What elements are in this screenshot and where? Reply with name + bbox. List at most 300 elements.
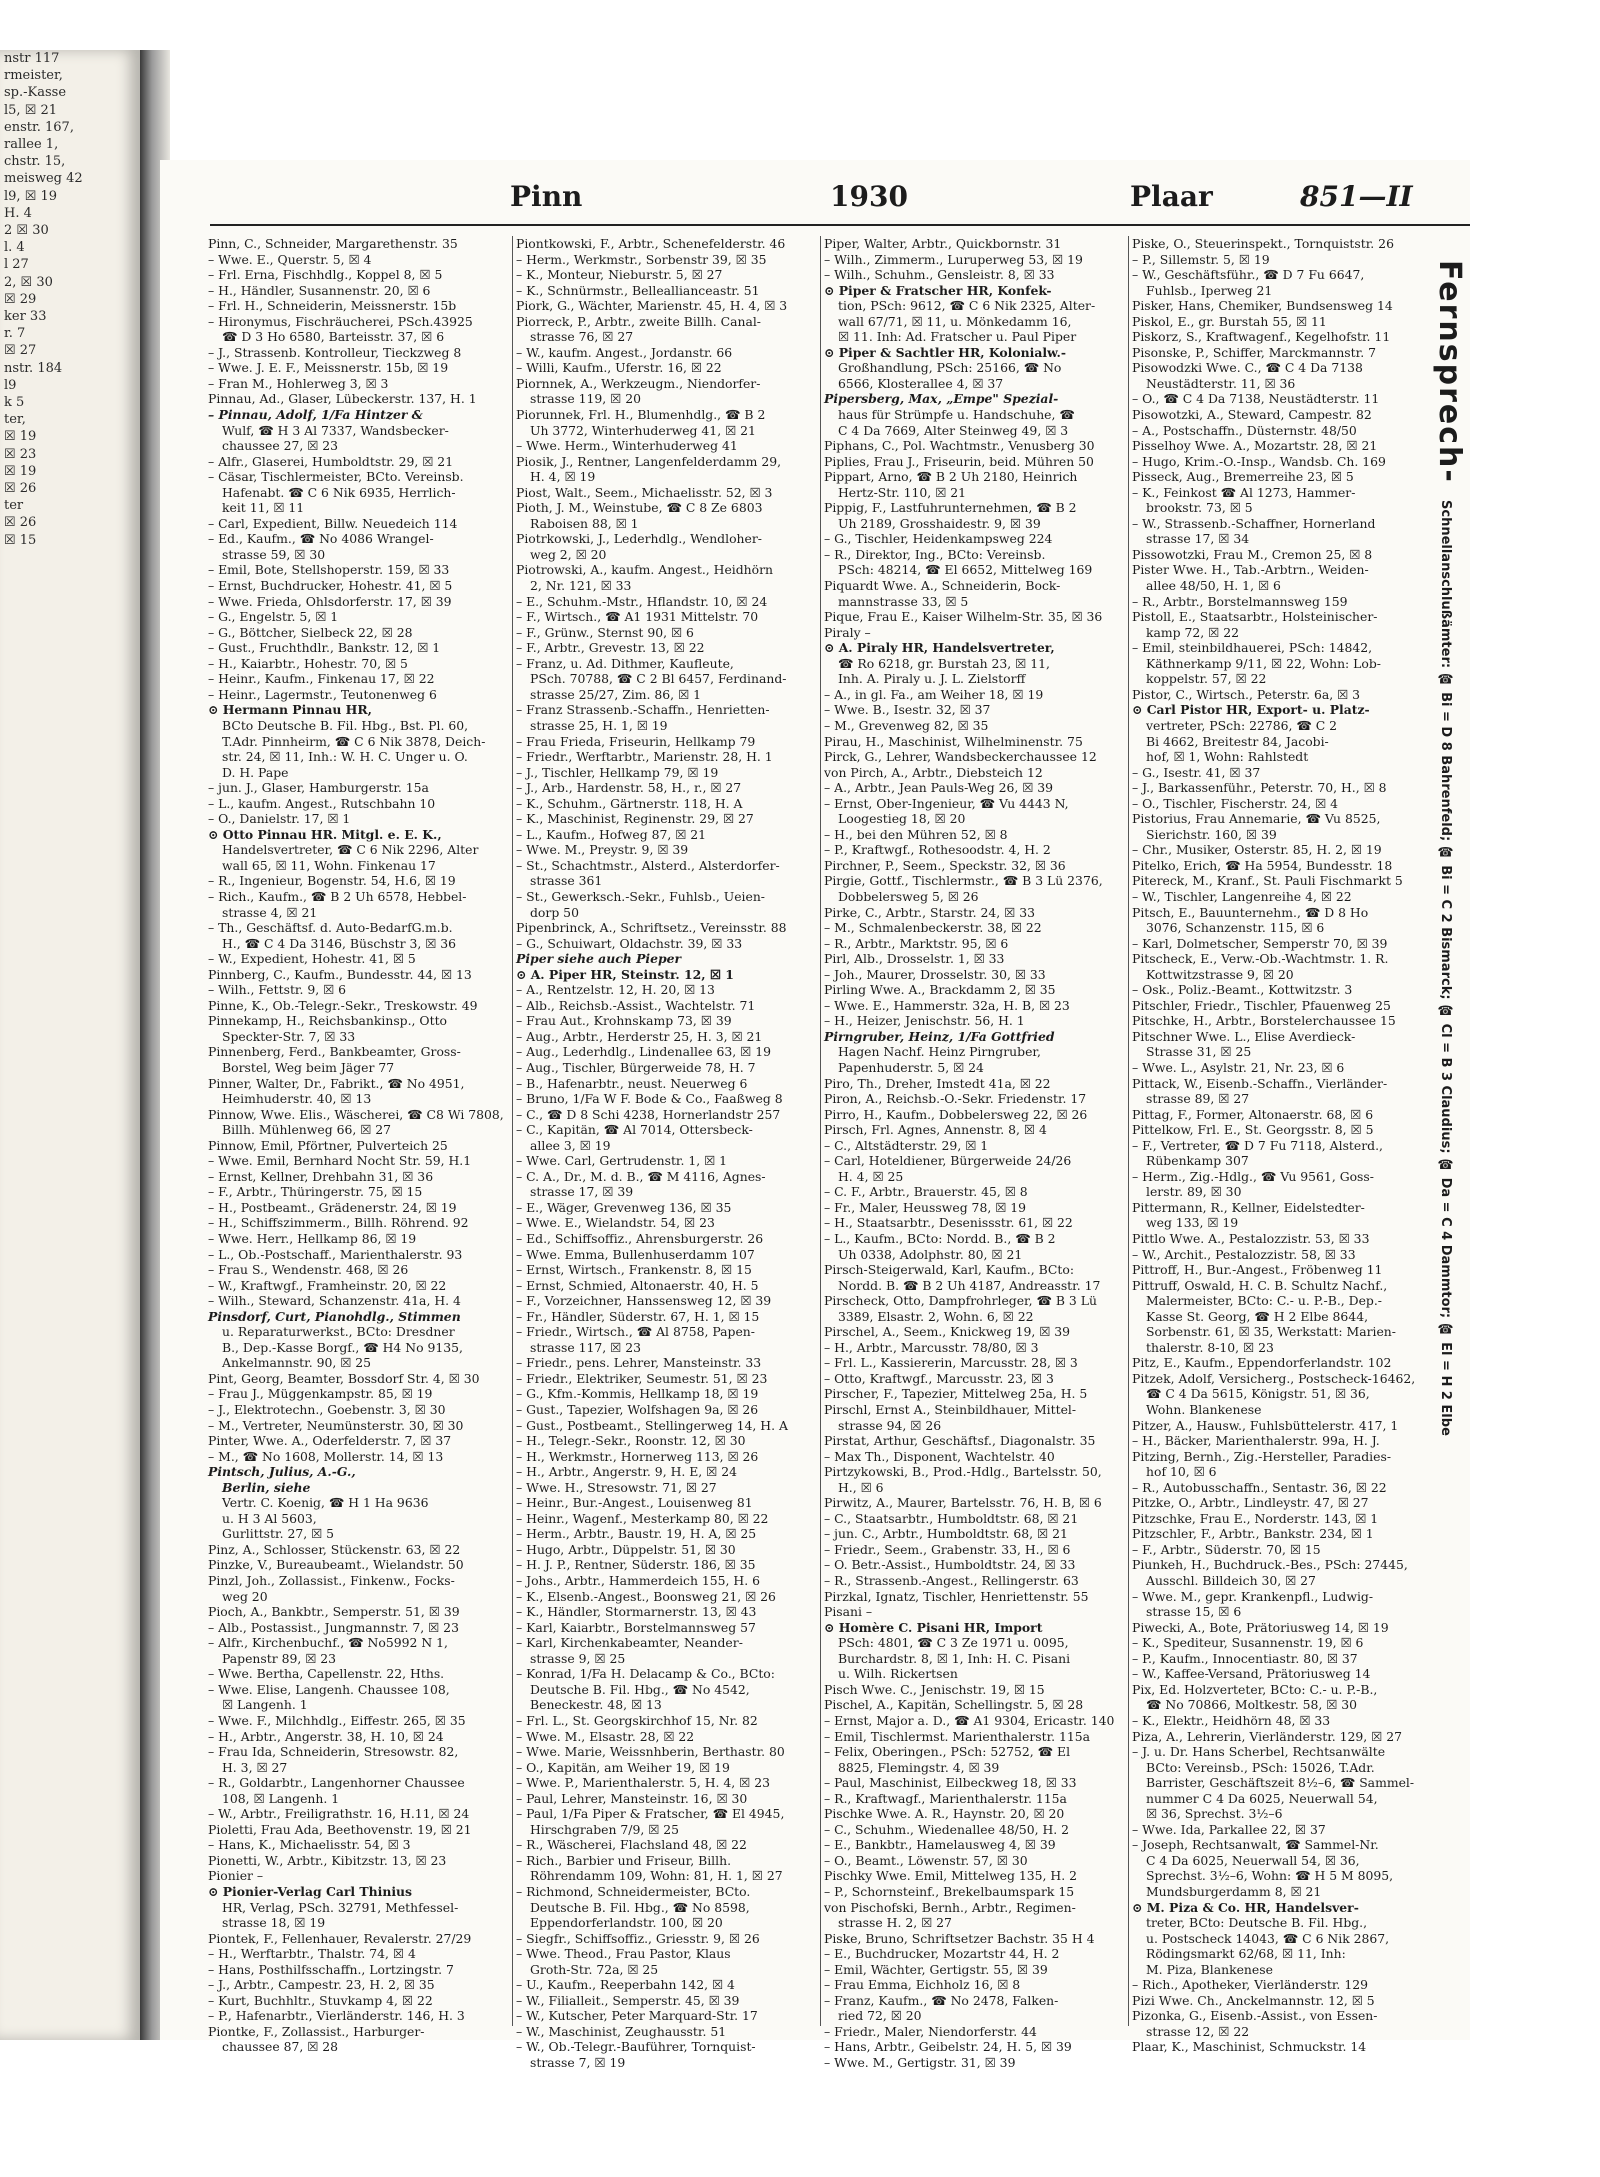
directory-entry-line: – J., Elektrotechn., Goebenstr. 3, ☒ 30 xyxy=(208,1402,446,1418)
directory-entry-line: Pister Wwe. H., Tab.-Arbtrn., Weiden- xyxy=(1132,562,1369,578)
directory-entry-line: Pionetti, W., Arbtr., Kibitzstr. 13, ☒ 23 xyxy=(208,1852,447,1868)
directory-entry-line: – E., Wäger, Grevenweg 136, ☒ 35 xyxy=(516,1199,732,1215)
directory-entry-line: – Aug., Lederhdlg., Lindenallee 63, ☒ 19 xyxy=(516,1044,771,1060)
directory-entry-line: Loogestieg 18, ☒ 20 xyxy=(838,811,966,827)
directory-entry-line: strasse 94, ☒ 26 xyxy=(838,1417,942,1433)
directory-entry-line: Pirscher, F., Tapezier, Mittelweg 25a, H. 5 xyxy=(824,1386,1088,1402)
directory-entry-line: von Pirch, A., Arbtr., Diebsteich 12 xyxy=(824,764,1043,780)
directory-entry-line: Nordd. B. ☎ B 2 Uh 4187, Andreasstr. 17 xyxy=(838,1277,1101,1293)
directory-entry-line: Pinnekamp, H., Reichsbankinsp., Otto xyxy=(208,1013,448,1029)
directory-entry-line: – Alb., Postassist., Jungmannstr. 7, ☒ 23 xyxy=(208,1619,459,1635)
left-page-fragment: ☒ 26 xyxy=(4,481,37,497)
column-divider xyxy=(512,236,513,2026)
directory-entry-line: – Alfr., Glaserei, Humboldtstr. 29, ☒ 21 xyxy=(208,453,454,469)
directory-entry-line: – W., Kaffee-Versand, Prätoriusweg 14 xyxy=(1132,1666,1371,1682)
directory-entry-line: u. H 3 Al 5603, xyxy=(222,1510,317,1526)
directory-entry-line: – H., Telegr.-Sekr., Roonstr. 12, ☒ 30 xyxy=(516,1433,746,1449)
directory-entry-line: – C. A., Dr., M. d. B., ☎ M 4116, Agnes- xyxy=(516,1168,766,1184)
directory-entry-line: Piontke, F., Zollassist., Harburger- xyxy=(208,2023,425,2039)
directory-entry-line: Barrister, Geschäftszeit 8½–6, ☎ Sammel- xyxy=(1146,1775,1415,1791)
directory-entry-line: – K., Elektr., Heidhörn 48, ☒ 33 xyxy=(1132,1712,1331,1728)
directory-entry-line: – Hans, K., Michaelisstr. 54, ☒ 3 xyxy=(208,1837,411,1853)
directory-page xyxy=(160,160,1470,2070)
directory-entry-line: – Rich., Barbier und Friseur, Billh. xyxy=(516,1852,732,1868)
directory-entry-line: B., Dep.-Kasse Borgf., ☎ H4 No 9135, xyxy=(222,1339,463,1355)
directory-entry-line: strasse 76, ☒ 27 xyxy=(530,329,634,345)
directory-entry-line: – J., Tischler, Hellkamp 79, ☒ 19 xyxy=(516,764,719,780)
directory-entry-line: Eppendorferlandstr. 100, ☒ 20 xyxy=(530,1915,723,1931)
directory-entry-line: – L., kaufm. Angest., Rutschbahn 10 xyxy=(208,795,436,811)
directory-entry-line: – W., Maschinist, Zeughausstr. 51 xyxy=(516,2023,727,2039)
directory-entry-line: PSch. 70788, ☎ C 2 Bl 6457, Ferdinand- xyxy=(530,671,787,687)
directory-entry-line: – Max Th., Disponent, Wachtelstr. 40 xyxy=(824,1448,1055,1464)
directory-entry-line: – Wwe. Frieda, Ohlsdorferstr. 17, ☒ 39 xyxy=(208,593,452,609)
directory-entry-line: – L., Ob.-Postschaff., Marienthalerstr. 93 xyxy=(208,1246,463,1262)
directory-entry-line: – H. J. P., Rentner, Süderstr. 186, ☒ 35 xyxy=(516,1557,756,1573)
directory-entry-line: Uh 2189, Grosshaidestr. 9, ☒ 39 xyxy=(838,515,1041,531)
directory-entry-line: – Frau Aut., Krohnskamp 73, ☒ 39 xyxy=(516,1013,732,1029)
directory-entry-line: – Ernst, Schmied, Altonaerstr. 40, H. 5 xyxy=(516,1277,759,1293)
directory-entry-line: mannstrasse 33, ☒ 5 xyxy=(838,593,969,609)
directory-entry-line: Pirschl, Ernst A., Steinbildhauer, Mittel- xyxy=(824,1402,1077,1418)
directory-entry-line: – L., Kaufm., Hofweg 87, ☒ 21 xyxy=(516,826,707,842)
directory-entry-line: – Ernst, Major a. D., ☎ A1 9304, Ericastr. 140 xyxy=(824,1712,1115,1728)
directory-entry-line: – Wwe. M., Gertigstr. 31, ☒ 39 xyxy=(824,2054,1016,2070)
directory-entry-line: haus für Strümpfe u. Handschuhe, ☎ xyxy=(838,407,1075,423)
directory-entry-line: H., ☒ 6 xyxy=(838,1479,884,1495)
directory-entry-line: Käthnerkamp 9/11, ☒ 22, Wohn: Lob- xyxy=(1146,655,1381,671)
directory-entry-line: Pinzl, Joh., Zollassist., Finkenw., Focks- xyxy=(208,1573,455,1589)
directory-entry-line: – Richmond, Schneidermeister, BCto. xyxy=(516,1883,751,1899)
directory-entry-line: ☎ C 4 Da 5615, Königstr. 51, ☒ 36, xyxy=(1146,1386,1370,1402)
directory-entry-line: T.Adr. Pinnheirm, ☎ C 6 Nik 3878, Deich- xyxy=(222,733,486,749)
directory-entry-line: HR, Verlag, PSch. 32791, Methfessel- xyxy=(222,1899,459,1915)
directory-entry-line: – Wwe. Herm., Winterhuderweg 41 xyxy=(516,438,738,454)
directory-entry-line: D. H. Pape xyxy=(222,764,289,780)
directory-entry-line: – Wwe. P., Marienthalerstr. 5, H. 4, ☒ 23 xyxy=(516,1775,770,1791)
directory-entry-line: strasse 361 xyxy=(530,873,603,889)
directory-entry-line: – F., Arbtr., Thüringerstr. 75, ☒ 15 xyxy=(208,1184,423,1200)
directory-entry-line: 2, Nr. 121, ☒ 33 xyxy=(530,578,632,594)
directory-entry-line: C 4 Da 7669, Alter Steinweg 49, ☒ 3 xyxy=(838,422,1069,438)
directory-entry-line: Bi 4662, Breitestr 84, Jacobi- xyxy=(1146,733,1329,749)
directory-entry-line: – Wwe. Emil, Bernhard Nocht Str. 59, H.1 xyxy=(208,1153,472,1169)
directory-entry-line: chaussee 87, ☒ 28 xyxy=(222,2039,339,2055)
directory-entry-line: Pizi Wwe. Ch., Anckelmannstr. 12, ☒ 5 xyxy=(1132,1992,1375,2008)
directory-entry-line: Pittermann, R., Kellner, Eidelstedter- xyxy=(1132,1199,1365,1215)
column-divider xyxy=(1128,236,1129,2026)
directory-entry-line: koppelstr. 57, ☒ 22 xyxy=(1146,671,1267,687)
directory-entry-line: – O., Kapitän, am Weiher 19, ☒ 19 xyxy=(516,1759,730,1775)
directory-entry-line: Pirling Wwe. A., Brackdamm 2, ☒ 35 xyxy=(824,982,1056,998)
directory-entry-line: – O., Beamt., Löwenstr. 57, ☒ 30 xyxy=(824,1852,1028,1868)
directory-entry-line: ☒ Langenh. 1 xyxy=(222,1697,308,1713)
directory-entry-line: – Wwe. Carl, Gertrudenstr. 1, ☒ 1 xyxy=(516,1153,728,1169)
directory-entry-line: – F., Vertreter, ☎ D 7 Fu 7118, Alsterd., xyxy=(1132,1137,1383,1153)
directory-entry-line: Plaar, K., Maschinist, Schmuckstr. 14 xyxy=(1132,2039,1367,2055)
directory-entry-line: Pipersberg, Max, „Empe" Spezial- xyxy=(824,391,1059,407)
directory-entry-line: – G., Böttcher, Sielbeck 22, ☒ 28 xyxy=(208,624,413,640)
directory-entry-line: – Wwe. M., gepr. Krankenpfl., Ludwig- xyxy=(1132,1588,1374,1604)
directory-entry-line: Pitzschke, Frau E., Norderstr. 143, ☒ 1 xyxy=(1132,1510,1379,1526)
directory-entry-line: Piske, O., Steuerinspekt., Tornquiststr. 26 xyxy=(1132,236,1394,251)
directory-entry-line: – Wilh., Zimmerm., Luruperweg 53, ☒ 19 xyxy=(824,251,1083,267)
left-page-fragment: l 27 xyxy=(4,257,29,273)
directory-entry-line: – H., Händler, Susannenstr. 20, ☒ 6 xyxy=(208,282,431,298)
directory-entry-line: – Wwe. H., Stresowstr. 71, ☒ 27 xyxy=(516,1479,717,1495)
directory-entry-line: – E., Buchdrucker, Mozartstr 44, H. 2 xyxy=(824,1946,1060,1962)
directory-entry-line: allee 3, ☒ 19 xyxy=(530,1137,611,1153)
directory-entry-line: – Fr., Maler, Heussweg 78, ☒ 19 xyxy=(824,1199,1027,1215)
directory-entry-line: Inh. A. Piraly u. J. L. Zielstorff xyxy=(838,671,1026,687)
directory-entry-line: Pitz, E., Kaufm., Eppendorferlandstr. 102 xyxy=(1132,1355,1392,1371)
directory-entry-line: – R., Kraftwagf., Marienthalerstr. 115a xyxy=(824,1790,1067,1806)
directory-entry-line: strasse 4, ☒ 21 xyxy=(222,904,318,920)
directory-entry-line: – Wilh., Fettstr. 9, ☒ 6 xyxy=(208,982,347,998)
directory-entry-line: ⊙ A. Piper HR, Steinstr. 12, ☒ 1 xyxy=(516,966,734,982)
directory-entry-line: PSch: 4801, ☎ C 3 Ze 1971 u. 0095, xyxy=(838,1635,1069,1651)
directory-entry-line: weg 2, ☒ 20 xyxy=(530,546,607,562)
header-left-word: Pinn xyxy=(510,180,583,213)
directory-entry-line: Pisonske, P., Schiffer, Marckmannstr. 7 xyxy=(1132,344,1376,360)
directory-entry-line: – W., Expedient, Hohestr. 41, ☒ 5 xyxy=(208,951,416,967)
directory-entry-line: – Friedr., pens. Lehrer, Mansteinstr. 33 xyxy=(516,1355,762,1371)
directory-entry-line: – Friedr., Werftarbtr., Marienstr. 28, H. 1 xyxy=(516,749,773,765)
directory-entry-line: – W., Arbtr., Freiligrathstr. 16, H.11, ☒ 24 xyxy=(208,1806,470,1822)
directory-entry-line: hof 10, ☒ 6 xyxy=(1146,1464,1217,1480)
directory-entry-line: Raboisen 88, ☒ 1 xyxy=(530,515,639,531)
left-page-edge xyxy=(0,50,146,2040)
directory-entry-line: Pirzkal, Ignatz, Tischler, Henriettenstr. 55 xyxy=(824,1588,1089,1604)
directory-entry-line: – Carl, Expedient, Billw. Neuedeich 114 xyxy=(208,515,458,531)
directory-entry-line: – E., Schuhm.-Mstr., Hflandstr. 10, ☒ 24 xyxy=(516,593,768,609)
directory-entry-line: – Heinr., Wagenf., Mesterkamp 80, ☒ 22 xyxy=(516,1510,769,1526)
left-page-fragment: ter xyxy=(4,498,24,514)
directory-entry-line: – Hironymus, Fischräucherei, PSch.43925 xyxy=(208,313,473,329)
left-page-fragment: ☒ 23 xyxy=(4,446,37,462)
directory-entry-line: Pinnenberg, Ferd., Bankbeamter, Gross- xyxy=(208,1044,461,1060)
directory-entry-line: – Hans, Arbtr., Geibelstr. 24, H. 5, ☒ 39 xyxy=(824,2039,1072,2055)
directory-entry-line: ☒ 36, Sprechst. 3½–6 xyxy=(1146,1806,1283,1822)
directory-entry-line: wall 67/71, ☒ 11, u. Mönkedamm 16, xyxy=(838,313,1072,329)
directory-entry-line: Hafenabt. ☎ C 6 Nik 6935, Herrlich- xyxy=(222,484,456,500)
directory-entry-line: – W., kaufm. Angest., Jordanstr. 66 xyxy=(516,344,733,360)
directory-entry-line: – Joh., Maurer, Drosselstr. 30, ☒ 33 xyxy=(824,966,1046,982)
directory-entry-line: Strasse 31, ☒ 25 xyxy=(1146,1044,1252,1060)
directory-entry-line: – Friedr., Seem., Grabenstr. 33, H., ☒ 6 xyxy=(824,1541,1071,1557)
directory-entry-line: – H., Postbeamt., Grädenerstr. 24, ☒ 19 xyxy=(208,1199,457,1215)
directory-entry-line: Kottwitzstrasse 9, ☒ 20 xyxy=(1146,966,1294,982)
directory-entry-line: Pitsch, E., Bauunternehm., ☎ D 8 Ho xyxy=(1132,904,1369,920)
directory-entry-line: – Cäsar, Tischlermeister, BCto. Vereinsb. xyxy=(208,469,464,485)
directory-entry-line: Hertz-Str. 110, ☒ 21 xyxy=(838,484,967,500)
directory-entry-line: Berlin, siehe xyxy=(222,1479,311,1495)
directory-entry-line: Pittroff, H., Bur.-Angest., Fröbenweg 11 xyxy=(1132,1262,1383,1278)
directory-entry-line: – G., Isestr. 41, ☒ 37 xyxy=(1132,764,1261,780)
directory-entry-line: – H., Arbtr., Angerstr. 9, H. E, ☒ 24 xyxy=(516,1464,737,1480)
header-right-word: Plaar xyxy=(1130,180,1213,213)
directory-entry-line: BCto Deutsche B. Fil. Hbg., Bst. Pl. 60, xyxy=(222,717,469,733)
directory-entry-line: – J., Barkassenführ., Peterstr. 70, H., ☒ 8 xyxy=(1132,780,1387,796)
directory-entry-line: u. Postscheck 14043, ☎ C 6 Nik 2867, xyxy=(1146,1930,1390,1946)
directory-entry-line: – Frau Emma, Eichholz 16, ☒ 8 xyxy=(824,1977,1021,1993)
directory-entry-line: keit 11, ☒ 11 xyxy=(222,500,305,516)
side-strip xyxy=(1430,260,1470,1660)
directory-entry-line: brookstr. 73, ☒ 5 xyxy=(1146,500,1253,516)
directory-entry-line: Vertr. C. Koenig, ☎ H 1 Ha 9636 xyxy=(222,1495,429,1511)
directory-entry-line: Pirstat, Arthur, Geschäftsf., Diagonalstr. 35 xyxy=(824,1433,1096,1449)
directory-entry-line: Pirl, Alb., Drosselstr. 1, ☒ 33 xyxy=(824,951,1005,967)
left-page-fragment: l. 4 xyxy=(4,240,25,256)
directory-entry-line: – Wilh., Steward, Schanzenstr. 41a, H. 4 xyxy=(208,1293,461,1309)
directory-entry-line: Pizonka, G., Eisenb.-Assist., von Essen- xyxy=(1132,2008,1378,2024)
directory-entry-line: Pitzer, A., Hausw., Fuhlsbüttelerstr. 417, 1 xyxy=(1132,1417,1399,1433)
directory-entry-line: Piotrkowski, J., Lederhdlg., Wendloher- xyxy=(516,531,762,547)
directory-entry-line: Piotrowski, A., kaufm. Angest., Heidhörn xyxy=(516,562,774,578)
directory-entry-line: – K., Feinkost ☎ Al 1273, Hammer- xyxy=(1132,484,1356,500)
directory-entry-line: strasse 15, ☒ 6 xyxy=(1146,1604,1242,1620)
directory-entry-line: – M., Schmalenbeckerstr. 38, ☒ 22 xyxy=(824,920,1042,936)
directory-entry-line: Pirschel, A., Seem., Knickweg 19, ☒ 39 xyxy=(824,1324,1071,1340)
directory-entry-line: ☎ Ro 6218, gr. Burstah 23, ☒ 11, xyxy=(838,655,1050,671)
directory-entry-line: Pinnow, Emil, Pförtner, Pulverteich 25 xyxy=(208,1137,448,1153)
directory-entry-line: – H., Werkmstr., Hornerweg 113, ☒ 26 xyxy=(516,1448,759,1464)
directory-entry-line: Papenhuderstr. 5, ☒ 24 xyxy=(838,1059,984,1075)
directory-entry-line: str. 24, ☒ 11, Inh.: W. H. C. Unger u. O. xyxy=(222,749,468,765)
directory-entry-line: Piost, Walt., Seem., Michaelisstr. 52, ☒ 3 xyxy=(516,484,773,500)
directory-entry-line: Piper, Walter, Arbtr., Quickbornstr. 31 xyxy=(824,236,1062,251)
left-page-fragment: ter, xyxy=(4,412,26,428)
directory-entry-line: – F., Vorzeichner, Hanssensweg 12, ☒ 39 xyxy=(516,1293,772,1309)
directory-entry-line: vertreter, PSch: 22786, ☎ C 2 xyxy=(1146,717,1338,733)
directory-entry-line: – C., Schuhm., Wiedenallee 48/50, H. 2 xyxy=(824,1821,1070,1837)
directory-entry-line: Pirscheck, Otto, Dampfrohrleger, ☎ B 3 Lü xyxy=(824,1293,1097,1309)
directory-entry-line: Billh. Mühlenweg 66, ☒ 27 xyxy=(222,1122,392,1138)
directory-entry-line: Uh 3772, Winterhuderweg 41, ☒ 21 xyxy=(530,422,756,438)
directory-entry-line: – C., ☎ D 8 Schi 4238, Hornerlandstr 257 xyxy=(516,1106,781,1122)
directory-entry-line: – G., Engelstr. 5, ☒ 1 xyxy=(208,609,339,625)
directory-entry-line: Piquardt Wwe. A., Schneiderin, Bock- xyxy=(824,578,1061,594)
left-page-fragment: meisweg 42 xyxy=(4,171,83,187)
directory-entry-line: – Frau J., Müggenkampstr. 85, ☒ 19 xyxy=(208,1386,433,1402)
directory-entry-line: Deutsche B. Fil. Hbg., ☎ No 4542, xyxy=(530,1681,750,1697)
directory-entry-line: chaussee 27, ☒ 23 xyxy=(222,438,339,454)
directory-entry-line: strasse 7, ☒ 19 xyxy=(530,2054,626,2070)
directory-entry-line: – Emil, Wächter, Gertigstr. 55, ☒ 39 xyxy=(824,1961,1048,1977)
left-page-fragment: k 5 xyxy=(4,395,25,411)
directory-entry-line: wall 65, ☒ 11, Wohn. Finkenau 17 xyxy=(222,857,436,873)
directory-entry-line: Pirro, H., Kaufm., Dobbelersweg 22, ☒ 26 xyxy=(824,1106,1088,1122)
directory-entry-line: – Fran M., Hohlerweg 3, ☒ 3 xyxy=(208,375,389,391)
directory-entry-line: Pinner, Walter, Dr., Fabrikt., ☎ No 4951, xyxy=(208,1075,465,1091)
directory-entry-line: – Carl, Hoteldiener, Bürgerweide 24/26 xyxy=(824,1153,1072,1169)
directory-entry-line: – Hugo, Arbtr., Düppelstr. 51, ☒ 30 xyxy=(516,1541,736,1557)
directory-entry-line: – H., Heizer, Jenischstr. 56, H. 1 xyxy=(824,1013,1025,1029)
directory-entry-line: Pistorius, Frau Annemarie, ☎ Vu 8525, xyxy=(1132,811,1381,827)
directory-entry-line: – Wwe. Elise, Langenh. Chaussee 108, xyxy=(208,1681,450,1697)
directory-entry-line: – Wwe. E., Hammerstr. 32a, H. B, ☒ 23 xyxy=(824,997,1070,1013)
directory-entry-line: – R., Strassenb.-Angest., Rellingerstr. 63 xyxy=(824,1573,1079,1589)
directory-entry-line: ☎ D 3 Ho 6580, Barteisstr. 37, ☒ 6 xyxy=(222,329,445,345)
directory-entry-line: – L., Kaufm., BCto: Nordd. B., ☎ B 2 xyxy=(824,1231,1056,1246)
directory-entry-line: Pioch, A., Bankbtr., Semperstr. 51, ☒ 39 xyxy=(208,1604,460,1620)
directory-entry-line: – Aug., Arbtr., Herderstr 25, H. 3, ☒ 21 xyxy=(516,1028,763,1044)
directory-entry-line: nummer C 4 Da 6025, Neuerwall 54, xyxy=(1146,1790,1378,1806)
directory-entry-line: – Emil, Tischlermst. Marienthalerstr. 115a xyxy=(824,1728,1091,1744)
directory-entry-line: Pinn, C., Schneider, Margarethenstr. 35 xyxy=(208,236,458,251)
directory-entry-line: Piorunnek, Frl. H., Blumenhdlg., ☎ B 2 xyxy=(516,407,766,423)
directory-entry-line: – H., bei den Mühren 52, ☒ 8 xyxy=(824,826,1008,842)
directory-entry-line: Pisselhoy Wwe. A., Mozartstr. 28, ☒ 21 xyxy=(1132,438,1378,454)
directory-entry-line: – Joseph, Rechtsanwalt, ☎ Sammel-Nr. xyxy=(1132,1837,1379,1853)
directory-entry-line: – Franz Strassenb.-Schaffn., Henrietten- xyxy=(516,702,770,718)
directory-entry-line: – Bruno, 1/Fa W F. Bode & Co., Faaßweg 8 xyxy=(516,1091,783,1107)
directory-entry-line: – M., Grevenweg 82, ☒ 35 xyxy=(824,717,989,733)
directory-entry-line: – W., Ob.-Telegr.-Bauführer, Tornquist- xyxy=(516,2039,756,2055)
directory-entry-line: – W., Tischler, Langenreihe 4, ☒ 22 xyxy=(1132,888,1352,904)
directory-entry-line: – H., Schiffszimmerm., Billh. Röhrend. 92 xyxy=(208,1215,469,1231)
directory-entry-line: Pinsdorf, Curt, Pianohdlg., Stimmen xyxy=(208,1308,461,1324)
directory-entry-line: ⊙ Carl Pistor HR, Export- u. Platz- xyxy=(1132,702,1370,718)
directory-entry-line: strasse 119, ☒ 20 xyxy=(530,391,641,407)
directory-entry-line: – Siegfr., Schiffsoffiz., Griesstr. 9, ☒ 26 xyxy=(516,1930,760,1946)
directory-entry-line: – A., in gl. Fa., am Weiher 18, ☒ 19 xyxy=(824,686,1044,702)
directory-entry-line: weg 133, ☒ 19 xyxy=(1146,1215,1239,1231)
directory-entry-line: – R., Goldarbtr., Langenhorner Chaussee xyxy=(208,1775,465,1791)
directory-entry-line: – Wwe. E., Querstr. 5, ☒ 4 xyxy=(208,251,372,267)
directory-entry-line: – K., Schnürmstr., Belleallianceastr. 51 xyxy=(516,282,760,298)
directory-entry-line: Pioletti, Frau Ada, Beethovenstr. 19, ☒ 21 xyxy=(208,1821,472,1837)
directory-entry-line: – C., Kapitän, ☎ Al 7014, Ottersbeck- xyxy=(516,1122,753,1138)
directory-entry-line: – Emil, Bote, Stellshoperstr. 159, ☒ 33 xyxy=(208,562,450,578)
directory-entry-line: – J., Strassenb. Kontrolleur, Tieckzweg 8 xyxy=(208,344,462,360)
directory-entry-line: Piro, Th., Dreher, Imstedt 41a, ☒ 22 xyxy=(824,1075,1051,1091)
directory-entry-line: – K., Spediteur, Susannenstr. 19, ☒ 6 xyxy=(1132,1635,1364,1651)
directory-entry-line: Piosik, J., Rentner, Langenfelderdamm 29, xyxy=(516,453,782,469)
directory-entry-line: Uh 0338, Adolphstr. 80, ☒ 21 xyxy=(838,1246,1023,1262)
directory-entry-line: Pinz, A., Schlosser, Stückenstr. 63, ☒ 22 xyxy=(208,1541,461,1557)
directory-entry-line: Pitereck, M., Kranf., St. Pauli Fischmarkt 5 xyxy=(1132,873,1403,889)
directory-entry-line: Pitschke, H., Arbtr., Borstelerchaussee 15 xyxy=(1132,1013,1396,1029)
directory-entry-line: – K., Schuhm., Gärtnerstr. 118, H. A xyxy=(516,795,743,811)
left-page-fragment: chstr. 15, xyxy=(4,154,66,170)
directory-entry-line: Pippig, F., Lastfuhrunternehmen, ☎ B 2 xyxy=(824,500,1077,516)
directory-entry-line: Sierichstr. 160, ☒ 39 xyxy=(1146,826,1277,842)
left-page-fragment: ☒ 15 xyxy=(4,532,37,548)
directory-entry-line: – Ernst, Kellner, Drehbahn 31, ☒ 36 xyxy=(208,1168,434,1184)
left-page-fragment: ☒ 26 xyxy=(4,515,37,531)
directory-entry-line: – Hugo, Krim.-O.-Insp., Wandsb. Ch. 169 xyxy=(1132,453,1386,469)
directory-entry-line: – M., ☎ No 1608, Mollerstr. 14, ☒ 13 xyxy=(208,1448,444,1464)
side-strip-exchanges: Schnellanschlußämter: ☎ Bi = D 8 Bahrenfeld; ☎ Bi = C 2 Bismarck; ☎ Cl = B 3 Claudius; ☎ Da = C 4 Dammtor; ☎ El = H 2 Elbe xyxy=(1438,500,1453,1436)
column-2 xyxy=(516,236,816,2070)
left-page-fragment: r. 7 xyxy=(4,326,26,342)
directory-entry-line: – F., Arbtr., Süderstr. 70, ☒ 15 xyxy=(1132,1541,1321,1557)
directory-entry-line: kamp 72, ☒ 22 xyxy=(1146,624,1239,640)
directory-entry-line: – P., Sillemstr. 5, ☒ 19 xyxy=(1132,251,1270,267)
directory-entry-line: H. 3, ☒ 27 xyxy=(222,1759,288,1775)
directory-entry-line: Kasse St. Georg, ☎ H 2 Elbe 8644, xyxy=(1146,1308,1369,1324)
directory-entry-line: – Otto, Kraftwgf., Marcusstr. 23, ☒ 3 xyxy=(824,1370,1054,1386)
directory-entry-line: weg 20 xyxy=(222,1588,268,1604)
directory-entry-line: Pischky Wwe. Emil, Mittelweg 135, H. 2 xyxy=(824,1868,1077,1884)
directory-entry-line: – W., Kraftwgf., Framheinstr. 20, ☒ 22 xyxy=(208,1277,447,1293)
directory-entry-line: Hagen Nachf. Heinz Pirngruber, xyxy=(838,1044,1041,1060)
directory-entry-line: ⊙ Hermann Pinnau HR, xyxy=(208,702,372,718)
directory-entry-line: u. Reparaturwerkst., BCto: Dresdner xyxy=(222,1324,455,1340)
directory-entry-line: Piskol, E., gr. Burstah 55, ☒ 11 xyxy=(1132,313,1327,329)
directory-entry-line: – Herm., Zig.-Hdlg., ☎ Vu 9561, Goss- xyxy=(1132,1168,1374,1184)
left-page-fragment: ☒ 27 xyxy=(4,343,37,359)
directory-entry-line: Großhandlung, PSch: 25166, ☎ No xyxy=(838,360,1062,376)
directory-entry-line: – K., Maschinist, Reginenstr. 29, ☒ 27 xyxy=(516,811,754,827)
directory-entry-line: Dobbelersweg 5, ☒ 26 xyxy=(838,888,979,904)
directory-entry-line: Pippart, Arno, ☎ B 2 Uh 2180, Heinrich xyxy=(824,469,1078,485)
left-page-fragment: rallee 1, xyxy=(4,137,59,153)
directory-entry-line: Piunkeh, H., Buchdruck.-Bes., PSch: 27445, xyxy=(1132,1557,1408,1573)
directory-entry-line: strasse 25, H. 1, ☒ 19 xyxy=(530,717,668,733)
directory-entry-line: strasse 59, ☒ 30 xyxy=(222,546,326,562)
directory-entry-line: – Heinr., Kaufm., Finkenau 17, ☒ 22 xyxy=(208,671,435,687)
directory-entry-line: Ankelmannstr. 90, ☒ 25 xyxy=(222,1355,372,1371)
directory-entry-line: strasse 9, ☒ 25 xyxy=(530,1650,626,1666)
left-page-fragment: H. 4 xyxy=(4,205,32,221)
directory-entry-line: – R., Autobusschaffn., Sentastr. 36, ☒ 22 xyxy=(1132,1479,1387,1495)
directory-entry-line: Pisker, Hans, Chemiker, Bundsensweg 14 xyxy=(1132,298,1393,314)
directory-entry-line: – Paul, Lehrer, Mansteinstr. 16, ☒ 30 xyxy=(516,1790,748,1806)
directory-entry-line: Pistor, C., Wirtsch., Peterstr. 6a, ☒ 3 xyxy=(1132,686,1361,702)
directory-entry-line: – G., Kfm.-Kommis, Hellkamp 18, ☒ 19 xyxy=(516,1386,759,1402)
column-divider xyxy=(820,236,821,2026)
directory-entry-line: – G., Schuiwart, Oldachstr. 39, ☒ 33 xyxy=(516,935,743,951)
directory-entry-line: Pitelko, Erich, ☎ Ha 5954, Bundesstr. 18 xyxy=(1132,857,1393,873)
directory-entry-line: Pionier – xyxy=(208,1868,264,1884)
directory-entry-line: – R., Wäscherei, Flachsland 48, ☒ 22 xyxy=(516,1837,747,1853)
directory-entry-line: – Ed., Schiffsoffiz., Ahrensburgerstr. 26 xyxy=(516,1231,764,1246)
directory-entry-line: Pisseck, Aug., Bremerreihe 23, ☒ 5 xyxy=(1132,469,1354,485)
directory-entry-line: – Osk., Poliz.-Beamt., Kottwitzstr. 3 xyxy=(1132,982,1353,998)
directory-entry-line: – Wwe. Marie, Weissnhberin, Berthastr. 80 xyxy=(516,1744,785,1760)
directory-entry-line: – R., Arbtr., Marktstr. 95, ☒ 6 xyxy=(824,935,1009,951)
directory-entry-line: – Ernst, Wirtsch., Frankenstr. 8, ☒ 15 xyxy=(516,1262,752,1278)
directory-entry-line: – Wwe. E., Wielandstr. 54, ☒ 23 xyxy=(516,1215,715,1231)
directory-entry-line: H., ☎ C 4 Da 3146, Büschstr 3, ☒ 36 xyxy=(222,935,457,951)
directory-entry-line: – Emil, steinbildhauerei, PSch: 14842, xyxy=(1132,640,1373,656)
directory-entry-line: – Frau S., Wendenstr. 468, ☒ 26 xyxy=(208,1262,409,1278)
directory-entry-line: Pittruff, Oswald, H. C. B. Schultz Nachf., xyxy=(1132,1277,1388,1293)
directory-entry-line: – Wwe. M., Preystr. 9, ☒ 39 xyxy=(516,842,689,858)
directory-entry-line: Pirgie, Gottf., Tischlermstr., ☎ B 3 Lü 2376, xyxy=(824,873,1103,889)
directory-entry-line: ried 72, ☒ 20 xyxy=(838,2008,922,2024)
directory-entry-line: – Wwe. F., Milchhdlg., Eiffestr. 265, ☒ 35 xyxy=(208,1712,466,1728)
directory-entry-line: Pitzschler, F., Arbtr., Bankstr. 234, ☒ 1 xyxy=(1132,1526,1374,1542)
directory-entry-line: Pitzing, Bernh., Zig.-Hersteller, Paradies- xyxy=(1132,1448,1392,1464)
directory-entry-line: Piper siehe auch Pieper xyxy=(516,951,682,967)
directory-entry-line: – Wwe. B., Isestr. 32, ☒ 37 xyxy=(824,702,991,718)
directory-entry-line: – Willi, Kaufm., Uferstr. 16, ☒ 22 xyxy=(516,360,722,376)
directory-entry-line: Pirsch-Steigerwald, Karl, Kaufm., BCto: xyxy=(824,1262,1075,1278)
directory-entry-line: Rübenkamp 307 xyxy=(1146,1153,1249,1169)
left-page-fragment: ☒ 29 xyxy=(4,291,37,307)
directory-entry-line: – A., Rentzelstr. 12, H. 20, ☒ 13 xyxy=(516,982,715,998)
directory-entry-line: – J., Arbtr., Campestr. 23, H. 2, ☒ 35 xyxy=(208,1977,435,1993)
directory-entry-line: dorp 50 xyxy=(530,904,579,920)
directory-entry-line: Pittlo Wwe. A., Pestalozzistr. 53, ☒ 33 xyxy=(1132,1231,1370,1246)
directory-entry-line: Piske, Bruno, Schriftsetzer Bachstr. 35 H 4 xyxy=(824,1930,1095,1946)
directory-entry-line: – Wwe. Bertha, Capellenstr. 22, Hths. xyxy=(208,1666,445,1682)
directory-entry-line: Gurlittstr. 27, ☒ 5 xyxy=(222,1526,335,1542)
directory-entry-line: tion, PSch: 9612, ☎ C 6 Nik 2325, Alter- xyxy=(838,298,1096,314)
